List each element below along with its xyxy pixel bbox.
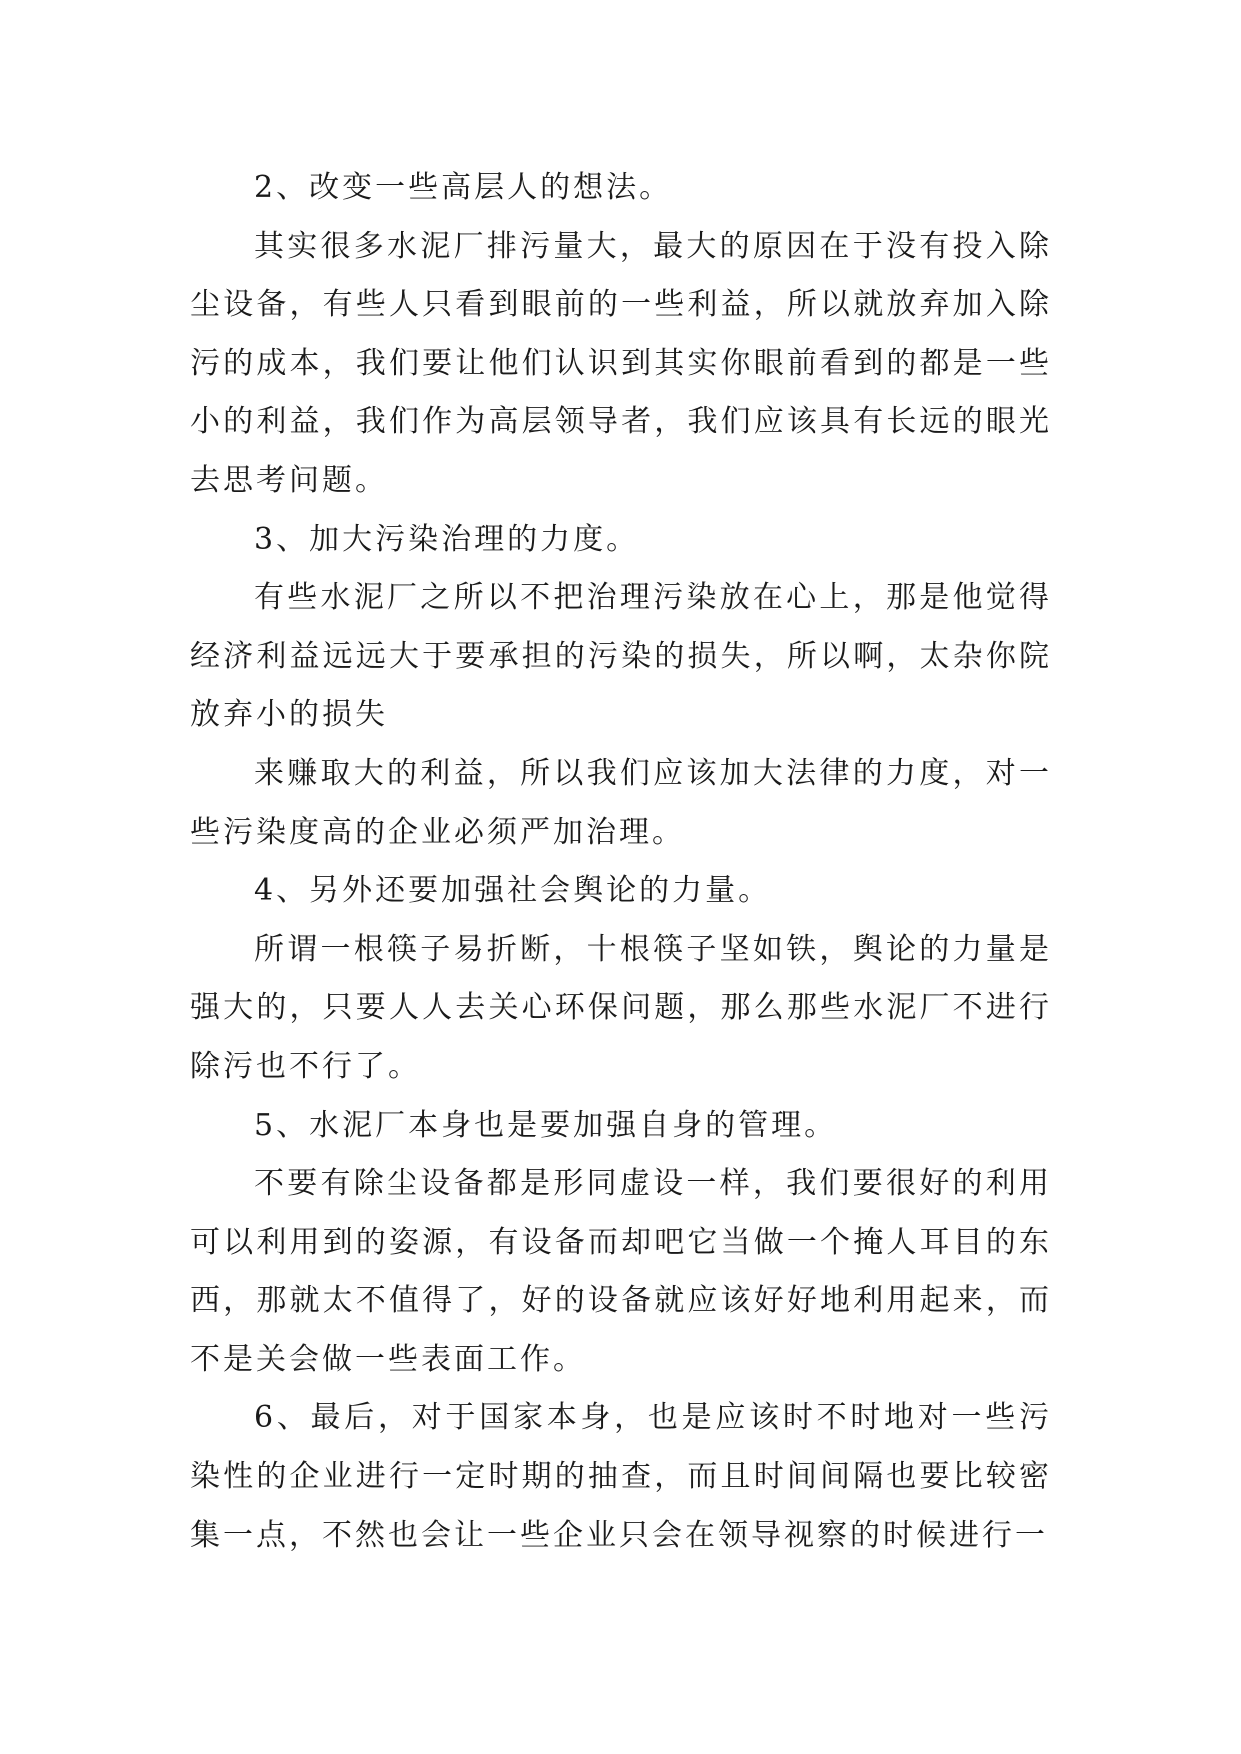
paragraph-heading-4: 4、另外还要加强社会舆论的力量。	[254, 873, 772, 909]
document-body	[190, 159, 1052, 1565]
paragraph: 其实很多水泥厂排污量大，最大的原因在于没有投入除尘设备，有些人只看到眼前的一些利益，所以就放弃加入除污的成本，我们要让他们认识到其实你眼前看到的都是一些小的利益，我们作为高层领导者，我们应该具有长远的眼光去思考问题。	[190, 228, 1052, 498]
paragraph-heading-5: 5、水泥厂本身也是要加强自身的管理。	[254, 1107, 838, 1143]
paragraph-heading-3: 3、加大污染治理的力度。	[254, 521, 640, 557]
paragraph: 不要有除尘设备都是形同虚设一样，我们要很好的利用可以利用到的姿源，有设备而却吧它当做一个掩人耳目的东西，那就太不值得了，好的设备就应该好好地利用起来，而不是关会做一些表面工作。	[190, 1166, 1052, 1377]
paragraph: 有些水泥厂之所以不把治理污染放在心上，那是他觉得经济利益远远大于要承担的污染的损失，所以啊，太杂你院放弃小的损失	[190, 580, 1052, 733]
paragraph: 6、最后，对于国家本身，也是应该时不时地对一些污染性的企业进行一定时期的抽查，而且时间间隔也要比较密集一点，不然也会让一些企业只会在领导视察的时候进行一	[190, 1400, 1052, 1553]
paragraph-heading-2: 2、改变一些高层人的想法。	[254, 170, 673, 205]
paragraph: 所谓一根筷子易折断，十根筷子坚如铁，舆论的力量是强大的，只要人人去关心环保问题，那么那些水泥厂不进行除污也不行了。	[190, 931, 1052, 1084]
paragraph: 来赚取大的利益，所以我们应该加大法律的力度，对一些污染度高的企业必须严加治理。	[190, 755, 1052, 850]
